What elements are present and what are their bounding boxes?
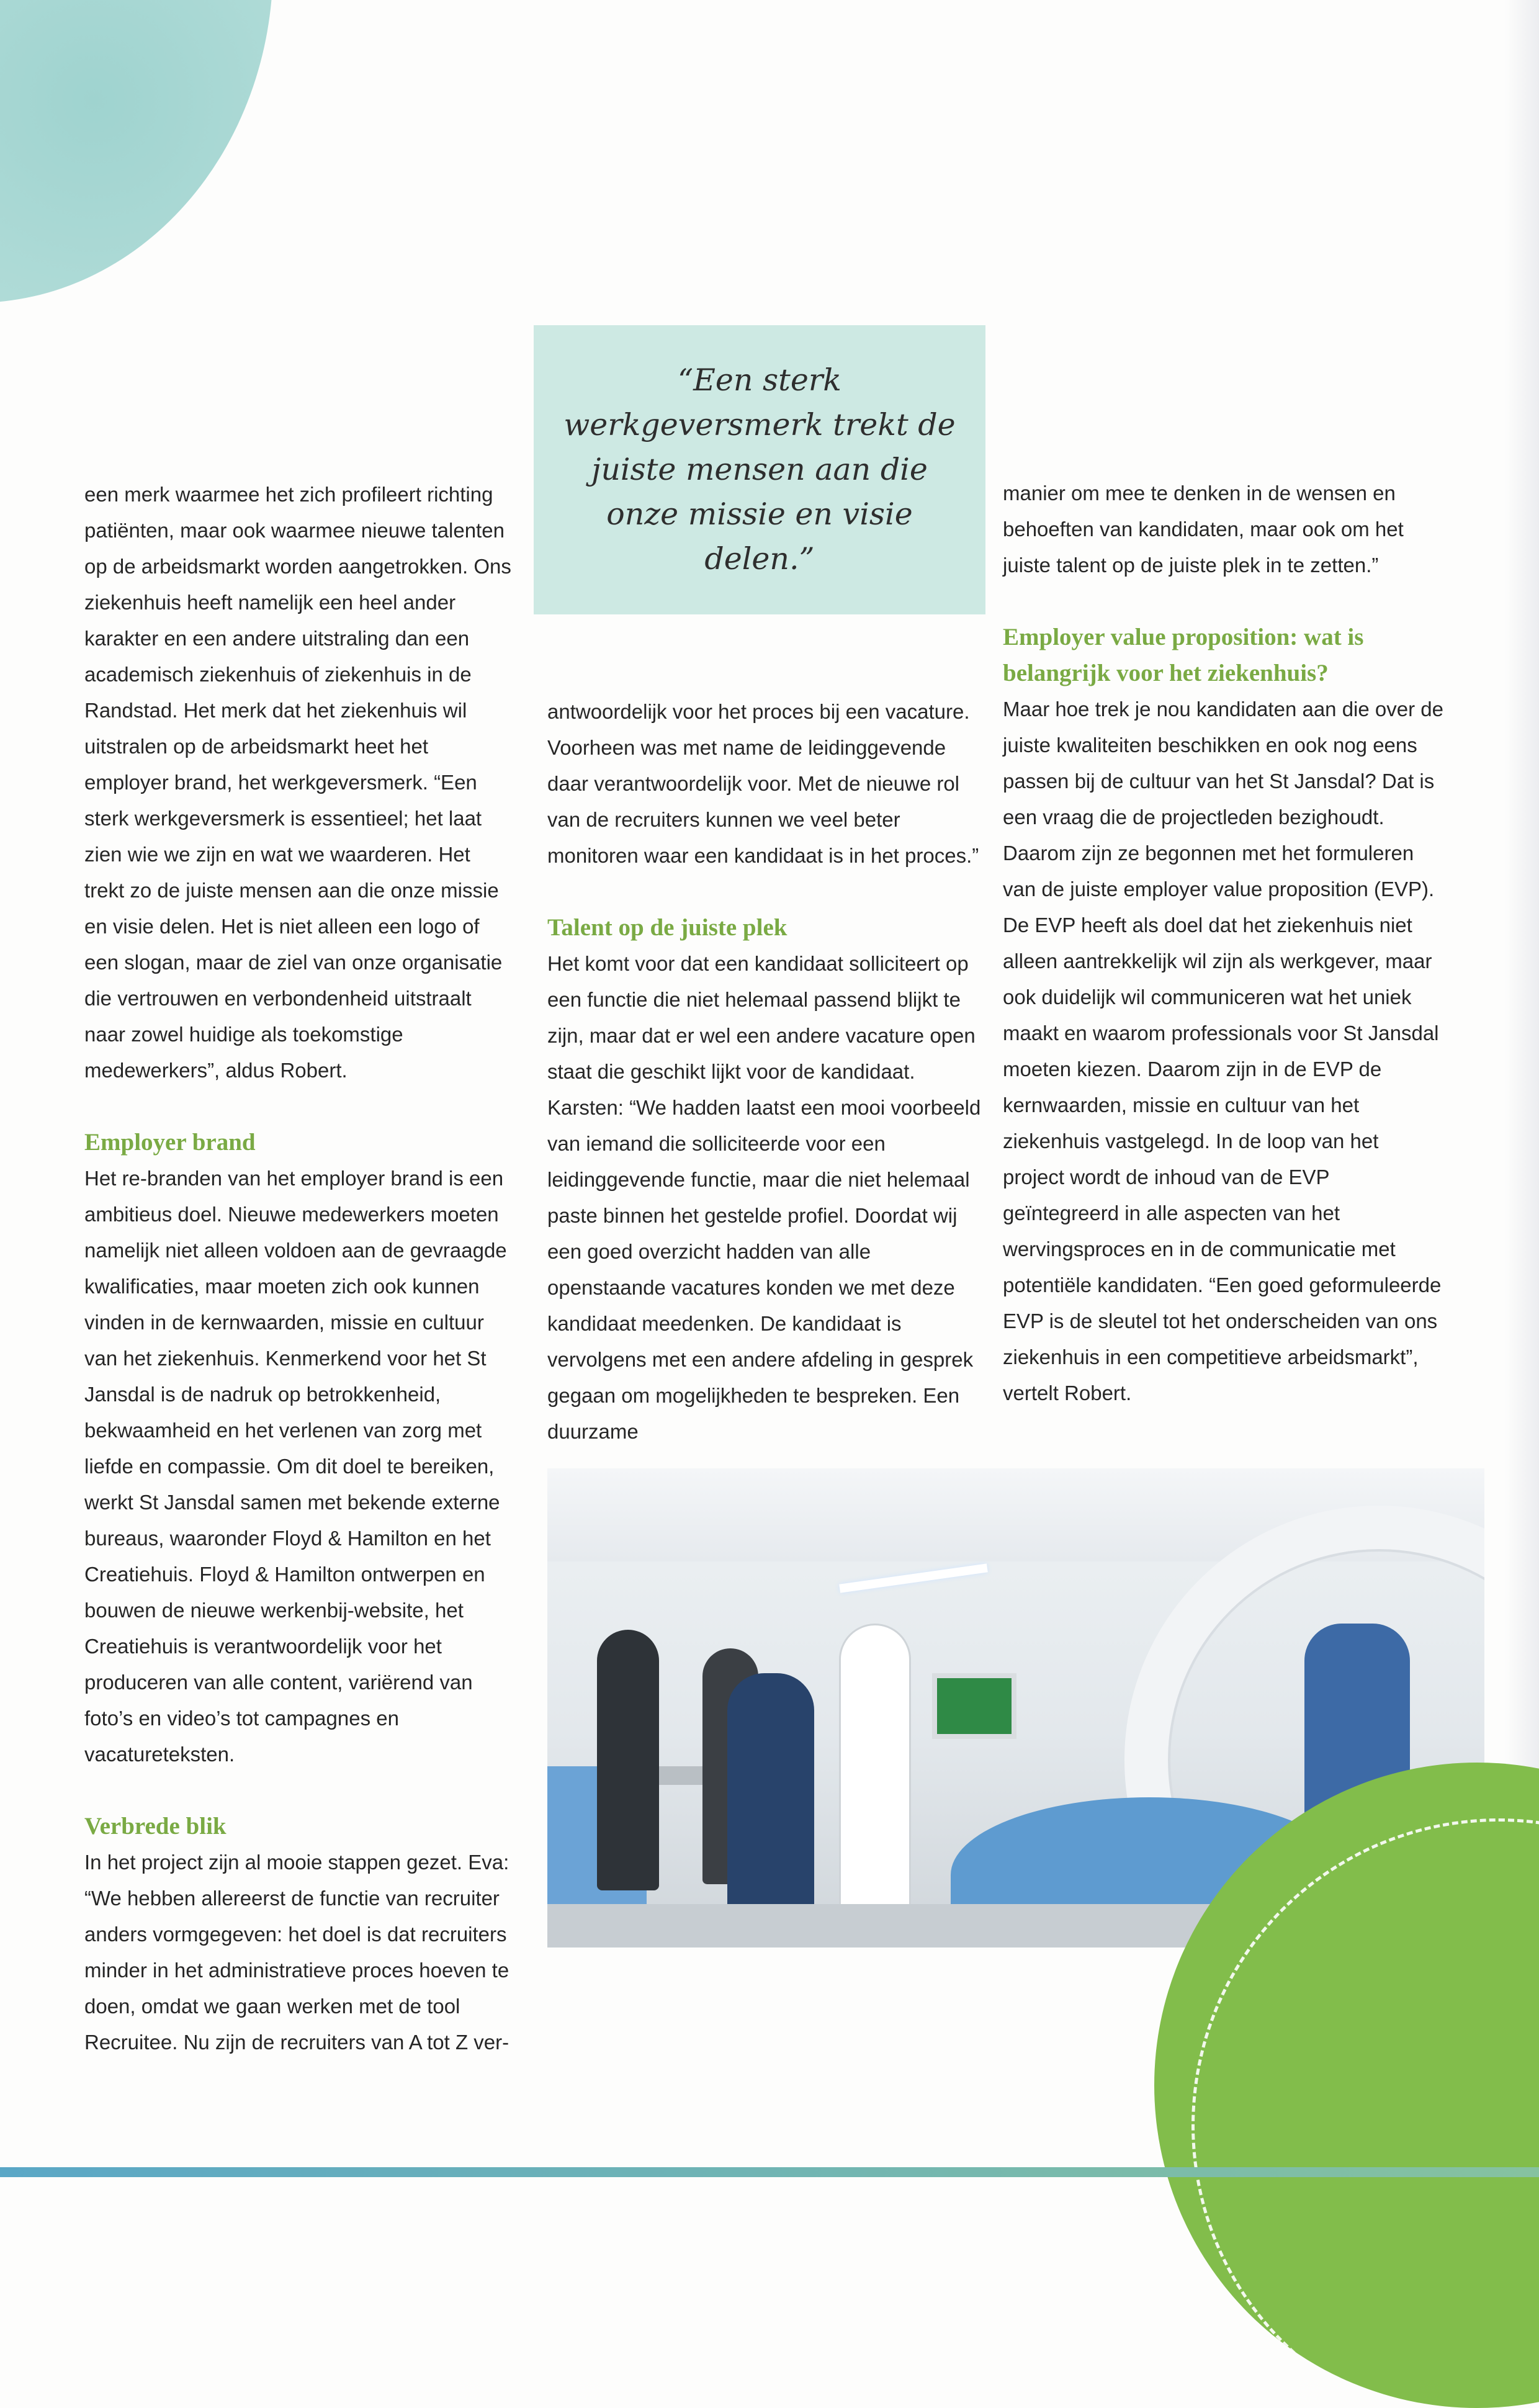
paragraph: Maar hoe trek je nou kandidaten aan die over de juiste kwaliteiten beschikken en ook nog eens passen bij de cultuur van het St Jansdal? Dat is een vraag die de projectleden bezighoudt. Daarom zijn ze begonnen met het formuleren van de juiste employer value proposition (EVP). De EVP heeft als doel dat het ziekenhuis niet alleen aantrekkelijk wil zijn als werkgever, maar ook duidelijk wil communiceren wat het uniek maakt en waarom professionals voor St Jansdal moeten kiezen. Daarom zijn in de EVP de kernwaarden, missie en cultuur van het ziekenhuis vastgelegd. In de loop van het project wordt de inhoud van de EVP geïntegreerd in alle aspecten van het wervingsproces en in de communicatie met potentiële kandidaten. “Een goed geformuleerde EVP is de sleutel tot het onderscheiden van ons ziekenhuis in een competitieve arbeidsmarkt”, vertelt Robert. bbox=[1003, 698, 1443, 1404]
paragraph: Het komt voor dat een kandidaat solliciteert op een functie die niet helemaal passend blijkt te zijn, maar dat er wel een andere vacature open staat die geschikt lijkt voor de kandidaat. Karsten: “We hadden laatst een mooi voorbeeld van iemand die solliciteerde voor een leidinggevende functie, maar die niet helemaal paste binnen het gestelde profiel. Doordat wij een goed overzicht hadden van alle openstaande vacatures konden we met deze kandidaat meedenken. De kandidaat is vervolgens met een andere afdeling in gesprek gegaan om mogelijkheden te bespreken. Een duurzame bbox=[547, 952, 981, 1443]
paragraph: een merk waarmee het zich profileert richting patiënten, maar ook waarmee nieuwe talenten op de arbeidsmarkt worden aangetrokken. Ons ziekenhuis heeft namelijk een heel ander karakter en een andere uitstraling dan een academisch ziekenhuis of ziekenhuis in de Randstad. Het merk dat het ziekenhuis wil uitstralen op de arbeidsmarkt heet het employer brand, het werkgeversmerk. “Een sterk werkgeversmerk is essentieel; het laat zien wie we zijn en wat we waarderen. Het trekt zo de juiste mensen aan die onze missie en visie delen. Het is niet alleen een logo of een slogan, maar de ziel van onze organisatie die vertrouwen en verbondenheid uitstraalt naar zowel huidige als toekomstige medewerkers”, aldus Robert. bbox=[84, 483, 511, 1082]
section-heading-verbrede-blik: Verbrede blik bbox=[84, 1813, 227, 1840]
photo-light-tube bbox=[839, 1563, 988, 1593]
photo-person bbox=[839, 1624, 911, 1913]
page-bottom-strip bbox=[0, 2167, 1539, 2177]
decorative-dashed-ring bbox=[1191, 1818, 1539, 2408]
photo-person bbox=[597, 1630, 659, 1890]
section-heading-talent: Talent op de juiste plek bbox=[547, 914, 787, 941]
pull-quote-box bbox=[534, 325, 985, 614]
paragraph: Het re-branden van het employer brand is een ambitieus doel. Nieuwe medewerkers moeten namelijk niet alleen voldoen aan de gevraagde kwalificaties, maar moeten zich ook kunnen vinden in de kernwaarden, missie en cultuur van het ziekenhuis. Kenmerkend voor het St Jansdal is de nadruk op betrokkenheid, bekwaamheid en het verlenen van zorg met liefde en compassie. Om dit doel te bereiken, werkt St Jansdal samen met bekende externe bureaus, waaronder Floyd & Hamilton en het Creatiehuis. Floyd & Hamilton ontwerpen en bouwen de nieuwe werkenbij-website, het Creatiehuis is verantwoordelijk voor het produceren van alle content, variërend van foto’s en video’s tot campagnes en vacatureteksten. bbox=[84, 1167, 507, 1766]
paragraph: manier om mee te denken in de wensen en behoeften van kandidaten, maar ook om het juiste talent op de juiste plek in te zetten.” bbox=[1003, 482, 1404, 577]
decorative-circle-teal bbox=[0, 0, 273, 303]
photo-monitor bbox=[932, 1673, 1016, 1739]
paragraph: In het project zijn al mooie stappen gezet. Eva: “We hebben allereerst de functie van recruiter anders vormgegeven: het doel is dat recruiters minder in het administratieve proces hoeven te doen, omdat we gaan werken met de tool Recruitee. Nu zijn de recruiters van A tot Z ver- bbox=[84, 1851, 509, 2054]
section-heading-employer-brand: Employer brand bbox=[84, 1129, 256, 1156]
paragraph: antwoordelijk voor het proces bij een vacature. Voorheen was met name de leidinggevende daar verantwoordelijk voor. Met de nieuwe rol van de recruiters kunnen we veel beter monitoren waar een kandidaat is in het proces.” bbox=[547, 700, 979, 867]
pull-quote-text: “Een sterk werkgeversmerk trekt de juiste mensen aan die onze missie en visie delen.” bbox=[563, 362, 956, 577]
article-column-1 bbox=[84, 477, 513, 2060]
section-heading-evp: Employer value proposition: wat is belangrijk voor het ziekenhuis? bbox=[1003, 624, 1364, 686]
article-column-3 bbox=[1003, 475, 1443, 1411]
article-column-2 bbox=[547, 694, 988, 1450]
